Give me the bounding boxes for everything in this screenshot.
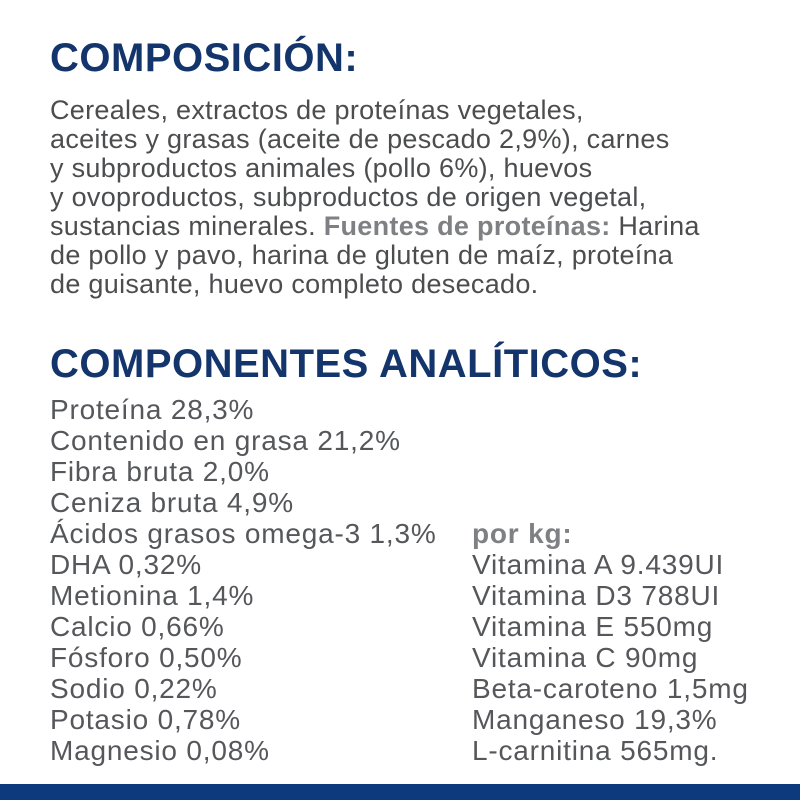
text-line: Fósforo 0,50% — [50, 642, 243, 673]
text-line: Sodio 0,22% — [50, 673, 218, 704]
text-line: Proteína 28,3% — [50, 394, 255, 425]
text-line: aceites y grasas (aceite de pescado 2,9%), carnes — [50, 124, 670, 154]
text-line: L-carnitina 565mg. — [472, 735, 719, 766]
bold-label: por kg: — [472, 518, 573, 549]
bottom-border-band — [0, 784, 800, 800]
text-line: Metionina 1,4% — [50, 580, 255, 611]
text-line: de pollo y pavo, harina de gluten de maíz, proteína — [50, 240, 674, 270]
text-line: Potasio 0,78% — [50, 704, 241, 735]
text-line: Vitamina A 9.439UI — [472, 549, 725, 580]
text-segment: Harina — [610, 211, 700, 241]
text-segment: sustancias minerales. — [50, 211, 324, 241]
composition-ingredients-text — [50, 96, 700, 299]
text-line: DHA 0,32% — [50, 549, 202, 580]
text-line: Ceniza bruta 4,9% — [50, 487, 294, 518]
composition-heading: COMPOSICIÓN: — [50, 36, 359, 80]
text-line: Vitamina D3 788UI — [472, 580, 721, 611]
text-line: Manganeso 19,3% — [472, 704, 718, 735]
text-line: Magnesio 0,08% — [50, 735, 270, 766]
analytical-components-list — [50, 394, 437, 766]
text-line: Cereales, extractos de proteínas vegetales, — [50, 95, 584, 125]
text-line: Vitamina E 550mg — [472, 611, 714, 642]
text-line: Calcio 0,66% — [50, 611, 225, 642]
text-line: Ácidos grasos omega-3 1,3% — [50, 518, 437, 549]
text-line: Beta-caroteno 1,5mg — [472, 673, 749, 704]
text-line: de guisante, huevo completo desecado. — [50, 269, 539, 299]
per-kg-vitamins-list — [472, 518, 749, 766]
text-line: Vitamina C 90mg — [472, 642, 699, 673]
text-line: y ovoproductos, subproductos de origen vegetal, — [50, 182, 647, 212]
text-line — [472, 518, 749, 549]
text-line: Contenido en grasa 21,2% — [50, 425, 401, 456]
bold-label: Fuentes de proteínas: — [323, 211, 611, 241]
analytical-components-heading: COMPONENTES ANALÍTICOS: — [50, 342, 643, 386]
text-line: y subproductos animales (pollo 6%), huevos — [50, 153, 593, 183]
text-line: Fibra bruta 2,0% — [50, 456, 270, 487]
text-line — [50, 212, 700, 241]
